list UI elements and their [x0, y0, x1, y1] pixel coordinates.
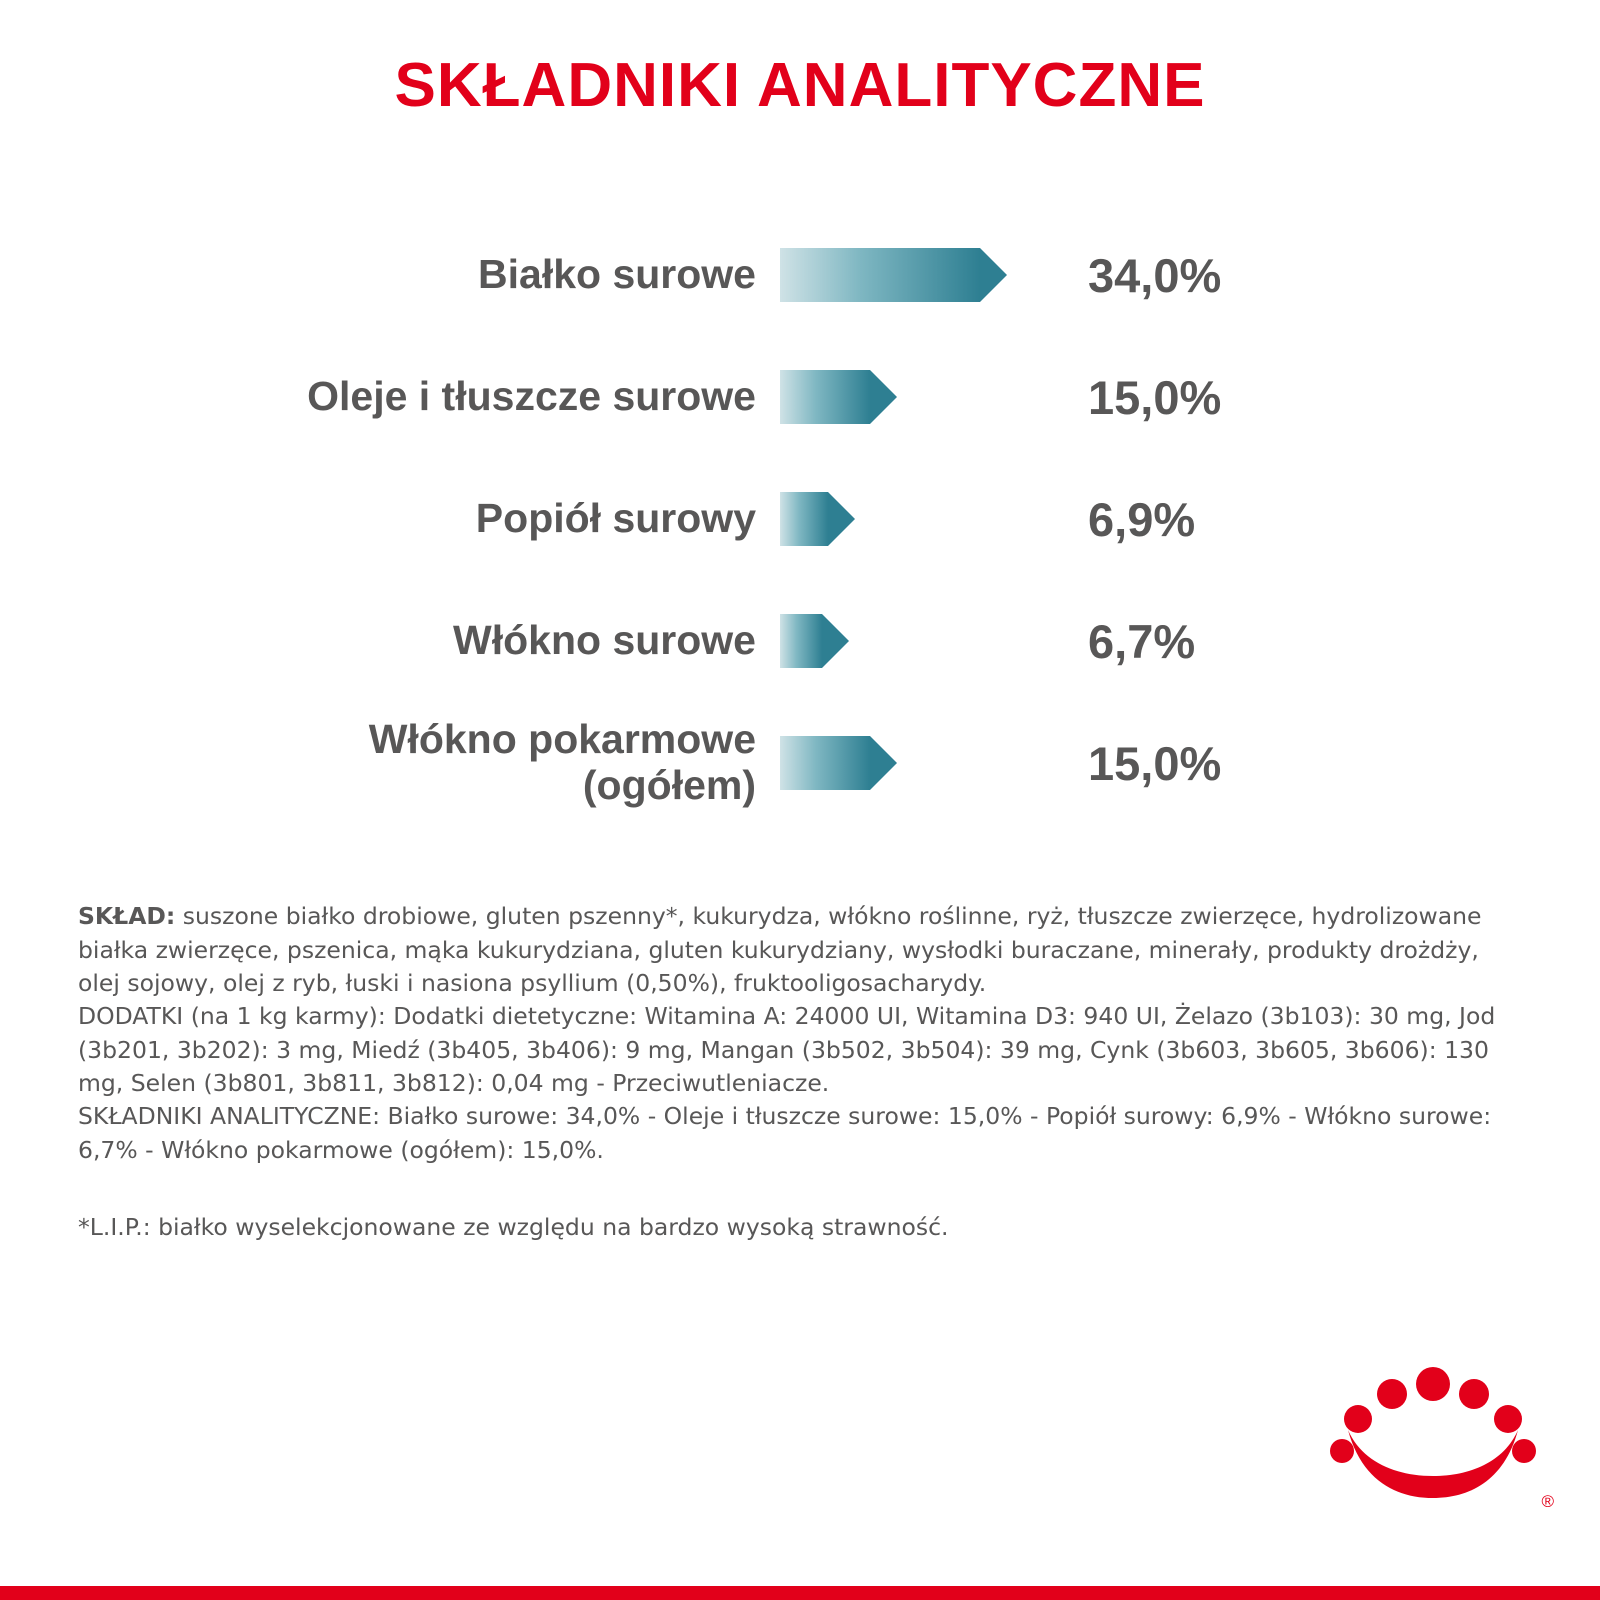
composition-ingredients-text: suszone białko drobiowe, gluten pszenny*, kukurydza, włókno roślinne, ryż, tłuszcze zwierzęce, hydrolizowane białka zwierzęce, pszenica, mąka kukurydziana, gluten kukurydziany, wysłodki buraczane, minerały, produkty drożdży, olej sojowy, olej z ryb, łuski i nasiona psyllium (0,50%), fruktooligosacharydy. [78, 902, 1482, 997]
bottom-accent-bar [0, 1586, 1600, 1600]
chart-row-label-text: Włókno pokarmowe [368, 716, 756, 763]
footnote-lip: *L.I.P.: białko wyselekcjonowane ze względu na bardzo wysoką strawność. [78, 1213, 949, 1242]
chart-bar [780, 492, 828, 546]
royal-canin-crown-logo [1328, 1358, 1554, 1518]
chart-row [60, 214, 1540, 336]
chart-bar-wrap [780, 370, 1050, 424]
chart-bar [780, 736, 870, 790]
composition-additives-text: DODATKI (na 1 kg karmy): Dodatki dietetyczne: Witamina A: 24000 UI, Witamina D3: 940 UI, Żelazo (3b103): 30 mg, Jod (3b201, 3b202): 3 mg, Miedź (3b405, 3b406): 9 mg, Mangan (3b502, 3b504): 39 mg, Cynk (3b603, 3b605, 3b606): 130 mg, Selen (3b801, 3b811, 3b812): 0,04 mg - Przeciwutleniacze. [78, 1002, 1496, 1097]
chart-row [60, 580, 1540, 702]
chart-row [60, 458, 1540, 580]
chart-row-label-text: Białko surowe [478, 251, 756, 298]
chart-bar-body [780, 370, 870, 424]
composition-lead-label: SKŁAD: [78, 902, 176, 931]
chart-row [60, 702, 1540, 824]
chart-row-value: 6,9% [1088, 492, 1196, 546]
chart-bar-wrap [780, 492, 1050, 546]
chart-row-label [60, 374, 780, 420]
composition-analytical-text: SKŁADNIKI ANALITYCZNE: Białko surowe: 34,0% - Oleje i tłuszcze surowe: 15,0% - Popiół surowy: 6,9% - Włókno surowe: 6,7% - Włókno pokarmowe (ogółem): 15,0%. [78, 1102, 1492, 1164]
chart-bar-arrow-tip [870, 736, 897, 790]
composition-ingredients-paragraph [78, 900, 1522, 1000]
chart-bar-wrap [780, 736, 1050, 790]
registered-trademark-mark: ® [1541, 1492, 1554, 1511]
chart-row-label [60, 252, 780, 298]
chart-row-label-text: Popiół surowy [475, 495, 756, 542]
chart-bar [780, 248, 980, 302]
chart-row-label-text-line2: (ogółem) [582, 762, 756, 809]
chart-bar-body [780, 492, 828, 546]
chart-bar-wrap [780, 248, 1050, 302]
chart-row-label-text: Włókno surowe [453, 617, 756, 664]
chart-row-label [60, 618, 780, 664]
chart-bar [780, 370, 870, 424]
chart-row-label [60, 496, 780, 542]
chart-bar-arrow-tip [822, 614, 849, 668]
chart-bar-body [780, 736, 870, 790]
chart-row-value: 15,0% [1088, 736, 1222, 790]
chart-row-value: 6,7% [1088, 614, 1196, 668]
chart-bar-body [780, 248, 980, 302]
chart-row-value: 15,0% [1088, 370, 1222, 424]
chart-bar-arrow-tip [870, 370, 897, 424]
chart-bar [780, 614, 822, 668]
chart-row [60, 336, 1540, 458]
chart-row-label-text: Oleje i tłuszcze surowe [307, 373, 756, 420]
chart-bar-arrow-tip [828, 492, 855, 546]
chart-row-value: 34,0% [1088, 248, 1222, 302]
chart-bar-body [780, 614, 822, 668]
page-title: SKŁADNIKI ANALITYCZNE [394, 51, 1206, 120]
chart-bar-wrap [780, 614, 1050, 668]
analytical-constituents-chart [0, 214, 1600, 824]
chart-bar-arrow-tip [980, 248, 1007, 302]
chart-row-label [60, 717, 780, 809]
composition-block [0, 900, 1600, 1167]
